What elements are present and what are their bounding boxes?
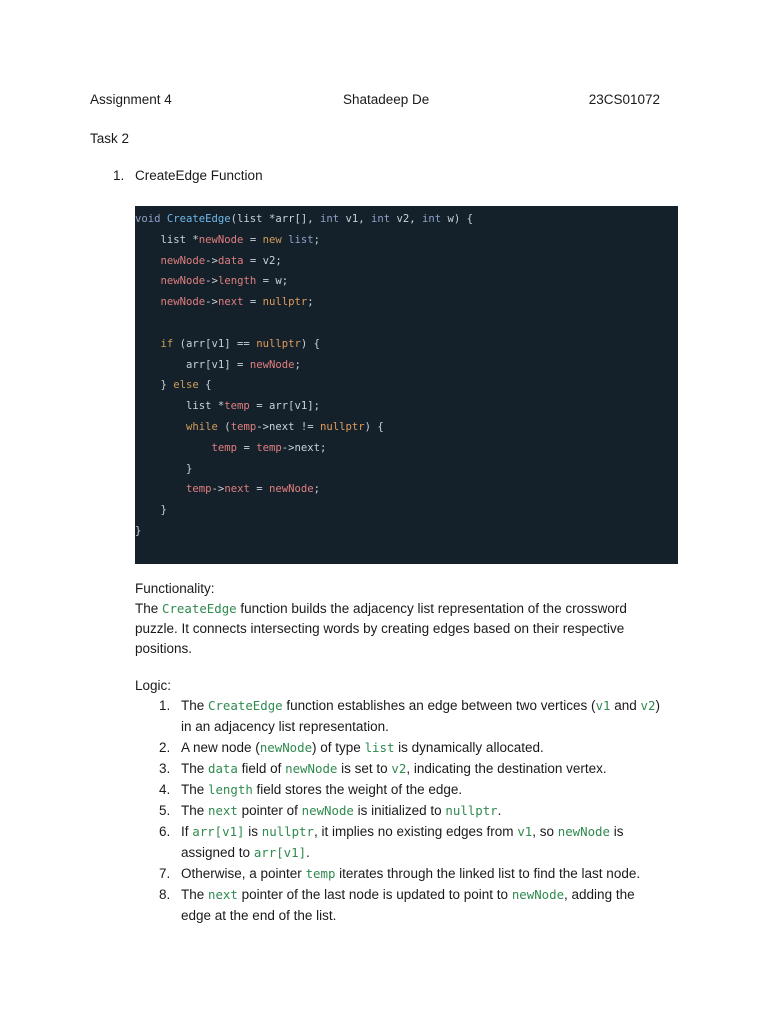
code-token: w) { xyxy=(447,213,474,225)
code-token: = w; xyxy=(256,275,289,288)
code-token: else xyxy=(173,379,206,392)
text-run: pointer of xyxy=(237,803,302,818)
text-run: is assigned to xyxy=(181,824,624,860)
code-token: -> xyxy=(205,296,218,309)
code-token: ( xyxy=(224,421,231,433)
text-run: , indicating the destination vertex. xyxy=(406,761,607,776)
code-token: next xyxy=(217,296,244,309)
code-token: -> xyxy=(205,254,218,267)
code-token: } xyxy=(135,462,193,475)
code-token: = v2; xyxy=(243,254,282,267)
code-token: -> xyxy=(205,275,218,288)
text-run: The xyxy=(181,803,209,818)
code-line xyxy=(135,461,192,481)
code-token: temp xyxy=(135,483,212,496)
code-token: } xyxy=(135,379,174,392)
task-heading: Task 2 xyxy=(90,131,130,146)
list-item-number: 2. xyxy=(159,740,171,755)
code-token: v1, xyxy=(345,213,371,225)
list-item-number: 5. xyxy=(159,803,171,818)
code-line xyxy=(135,232,320,252)
code-token: } xyxy=(135,504,167,517)
code-token: new xyxy=(262,233,289,246)
code-token: temp xyxy=(256,441,282,454)
list-item xyxy=(135,695,665,737)
list-item-number: 8. xyxy=(159,887,171,902)
assignment-label: Assignment 4 xyxy=(90,92,172,107)
code-line xyxy=(135,440,326,460)
code-token: newNode xyxy=(268,483,314,496)
text-run: . xyxy=(306,845,310,860)
text-run: pointer of the last node is updated to point to xyxy=(237,887,512,902)
text-run: , so xyxy=(532,824,558,839)
list-item xyxy=(135,863,665,884)
functionality-paragraph xyxy=(135,599,665,659)
inline-code: v2 xyxy=(391,761,407,776)
text-run: and xyxy=(610,698,641,713)
author-name: Shatadeep De xyxy=(343,92,430,107)
code-token: ; xyxy=(294,358,301,371)
inline-code: nullptr xyxy=(261,824,314,839)
code-token: ->next != xyxy=(256,421,320,433)
text-run: function establishes an edge between two vertices ( xyxy=(282,698,596,713)
code-token: arr[v1] = xyxy=(135,358,250,371)
text-run: The xyxy=(135,601,163,616)
list-item xyxy=(135,800,665,821)
roll-number: 23CS01072 xyxy=(588,92,660,107)
inline-code: next xyxy=(208,803,238,818)
text-run: ) of type xyxy=(312,740,365,755)
code-token: newNode xyxy=(135,296,206,309)
text-run: The xyxy=(181,782,209,797)
text-run: is set to xyxy=(337,761,392,776)
text-run: A new node ( xyxy=(181,740,260,755)
inline-code: arr[v1] xyxy=(253,845,307,860)
code-line xyxy=(135,523,141,543)
code-token: = xyxy=(243,296,263,309)
code-token: ) { xyxy=(300,337,320,350)
section-number: 1. xyxy=(113,168,125,183)
inline-code: data xyxy=(208,761,238,776)
code-token: list xyxy=(288,233,314,246)
code-token: nullptr xyxy=(256,337,301,350)
section-heading xyxy=(113,168,263,183)
code-token: temp xyxy=(230,421,257,433)
code-line xyxy=(135,377,212,397)
code-token: ->next; xyxy=(281,441,327,454)
inline-code: length xyxy=(208,782,253,797)
text-run: is initialized to xyxy=(353,803,446,818)
inline-code: v1 xyxy=(595,698,611,713)
code-token: ; xyxy=(313,483,321,496)
text-run: field stores the weight of the edge. xyxy=(252,782,463,797)
inline-code: newNode xyxy=(301,803,354,818)
code-token: list * xyxy=(135,400,225,413)
text-run: . xyxy=(497,803,502,818)
page-header xyxy=(90,92,660,110)
code-line xyxy=(135,502,167,522)
code-token: (list *arr[], xyxy=(230,213,320,225)
list-item-number: 4. xyxy=(159,782,171,797)
code-line xyxy=(135,253,282,273)
inline-code: CreateEdge xyxy=(208,698,283,713)
logic-list xyxy=(135,695,665,926)
inline-code: newNode xyxy=(259,740,313,755)
code-token: data xyxy=(217,254,244,267)
section-title: CreateEdge Function xyxy=(135,168,263,183)
text-run: is xyxy=(244,824,262,839)
code-token: -> xyxy=(211,483,225,496)
text-run: , it implies no existing edges from xyxy=(313,824,518,839)
code-line xyxy=(135,294,314,314)
list-item xyxy=(135,758,665,779)
inline-code: newNode xyxy=(557,824,610,839)
code-token: void xyxy=(135,213,167,225)
code-block xyxy=(135,206,678,564)
list-item-number: 3. xyxy=(159,761,171,776)
code-token: } xyxy=(135,525,142,537)
list-item-number: 6. xyxy=(159,824,171,839)
code-line xyxy=(135,357,301,377)
code-token: newNode xyxy=(135,275,206,288)
text-run: , adding the edge at the end of the list. xyxy=(181,887,635,923)
code-token: nullptr xyxy=(319,421,365,433)
inline-code: v2 xyxy=(640,698,656,713)
list-item xyxy=(135,779,665,800)
code-line xyxy=(135,273,288,293)
code-token: int xyxy=(371,213,397,225)
code-token: newNode xyxy=(249,358,295,371)
code-token: while xyxy=(135,421,225,433)
code-token: = xyxy=(237,441,257,454)
inline-code: next xyxy=(208,887,238,902)
text-run: The xyxy=(181,698,209,713)
code-token: temp xyxy=(135,441,238,454)
code-token: if xyxy=(135,337,180,350)
code-token: int xyxy=(319,213,346,225)
inline-code: CreateEdge xyxy=(162,601,237,616)
code-line xyxy=(135,336,320,356)
code-token: temp xyxy=(224,400,250,413)
inline-code: arr[v1] xyxy=(192,824,245,839)
text-run: ) in an adjacency list representation. xyxy=(181,698,660,734)
text-run: The xyxy=(181,887,209,902)
code-token: newNode xyxy=(198,233,244,246)
inline-code: newNode xyxy=(511,887,565,902)
code-token: nullptr xyxy=(262,296,308,309)
code-token: list * xyxy=(135,233,199,246)
text-run: function builds the adjacency list representation of the crossword puzzle. It connects intersecting words by creating edges based on their respective positions. xyxy=(135,601,627,656)
code-token: = xyxy=(249,483,269,496)
text-run: iterates through the linked list to find the last node. xyxy=(335,866,641,881)
list-item xyxy=(135,821,665,863)
inline-code: newNode xyxy=(285,761,338,776)
code-token: v2, xyxy=(396,213,423,225)
text-run: Otherwise, a pointer xyxy=(181,866,306,881)
text-run: The xyxy=(181,761,209,776)
code-token: ; xyxy=(307,296,314,309)
code-line xyxy=(135,211,473,231)
list-item-number: 7. xyxy=(159,866,171,881)
inline-code: nullptr xyxy=(445,803,498,818)
list-item xyxy=(135,884,665,926)
inline-code: temp xyxy=(305,866,336,881)
code-token: { xyxy=(205,379,212,392)
code-token: (arr[v1] == xyxy=(179,337,257,350)
code-line xyxy=(135,481,320,501)
code-token: = arr[v1]; xyxy=(249,400,320,413)
code-token: CreateEdge xyxy=(166,213,231,225)
list-item-number: 1. xyxy=(159,698,171,713)
logic-heading: Logic: xyxy=(135,678,172,693)
inline-code: list xyxy=(364,740,395,755)
text-run: is dynamically allocated. xyxy=(394,740,544,755)
code-token: newNode xyxy=(135,254,206,267)
code-token: ; xyxy=(313,233,320,246)
functionality-heading: Functionality: xyxy=(135,581,215,596)
code-line xyxy=(135,398,320,418)
text-run: If xyxy=(181,824,193,839)
code-line xyxy=(135,419,384,439)
code-token: = xyxy=(243,233,263,246)
list-item xyxy=(135,737,665,758)
code-token: length xyxy=(217,275,257,288)
code-token: next xyxy=(224,483,250,496)
text-run: field of xyxy=(237,761,286,776)
code-token: int xyxy=(422,213,448,225)
code-token: ) { xyxy=(364,421,384,433)
inline-code: v1 xyxy=(517,824,533,839)
